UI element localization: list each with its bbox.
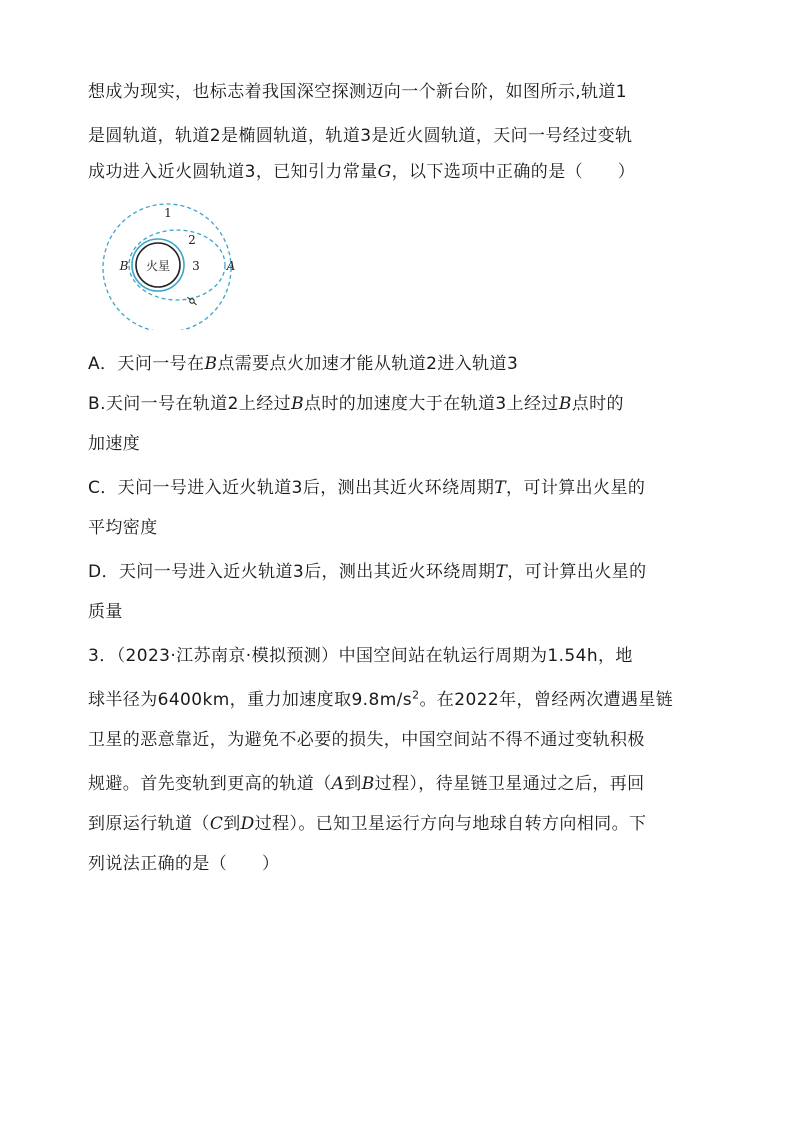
spacecraft-icon	[186, 295, 198, 306]
question-3-line-5	[88, 812, 708, 836]
var-T: T	[495, 562, 508, 582]
label-orbit-2: 2	[188, 233, 196, 247]
superscript: 2	[412, 688, 420, 702]
label-point-A: A	[226, 259, 236, 273]
option-text: 点需要点火加速才能从轨道2进入轨道3	[217, 354, 519, 374]
option-text: ，可计算出火星的	[507, 562, 647, 582]
option-b-line-2: 加速度	[88, 434, 141, 454]
option-text: B.天问一号在轨道2上经过	[88, 394, 292, 414]
var-A: A	[331, 774, 345, 794]
option-a	[88, 352, 708, 376]
question-3-line-2	[88, 688, 708, 712]
var-B: B	[558, 394, 572, 414]
var-D: D	[240, 814, 255, 834]
orbit-diagram-svg	[88, 200, 248, 330]
question-3-line-6: 列说法正确的是（ ）	[88, 854, 280, 874]
option-c	[88, 476, 708, 500]
question-3-line-3: 卫星的恶意靠近，为避免不必要的损失，中国空间站不得不通过变轨积极	[88, 730, 645, 750]
var-G: G	[377, 162, 392, 182]
q3-text: 到	[344, 774, 362, 794]
var-C: C	[209, 814, 224, 834]
intro-line-1: 想成为现实，也标志着我国深空探测迈向一个新台阶，如图所示,轨道1	[88, 82, 628, 102]
option-text: 点时的加速度大于在轨道3上经过	[304, 394, 559, 414]
orbit-diagram	[88, 200, 248, 330]
var-B: B	[361, 774, 375, 794]
intro-line-3	[88, 160, 708, 184]
option-text: C．天问一号进入近火轨道3后，测出其近火环绕周期	[88, 478, 495, 498]
intro-text: ，以下选项中正确的是（ ）	[391, 162, 636, 182]
label-orbit-1: 1	[164, 206, 172, 220]
q3-text: 到	[223, 814, 241, 834]
option-text: ，可计算出火星的	[506, 478, 646, 498]
q3-text: 规避。首先变轨到更高的轨道（	[88, 774, 332, 794]
q3-text: 球半径为6400km，重力加速度取9.8m/s	[88, 690, 413, 710]
intro-line-2: 是圆轨道，轨道2是椭圆轨道，轨道3是近火圆轨道，天问一号经过变轨	[88, 126, 633, 146]
var-T: T	[494, 478, 507, 498]
question-3-line-1: 3．（2023·江苏南京·模拟预测）中国空间站在轨运行周期为1.54h，地	[88, 646, 633, 666]
q3-text: 过程）。已知卫星运行方向与地球自转方向相同。下	[254, 814, 647, 834]
var-B: B	[204, 354, 218, 374]
option-text: A．天问一号在	[88, 354, 205, 374]
option-b	[88, 392, 708, 416]
label-point-B: B	[119, 259, 129, 273]
option-d	[88, 560, 708, 584]
q3-text: 过程），待星链卫星通过之后，再回	[374, 774, 645, 794]
q3-text: 。在2022年，曾经两次遭遇星链	[419, 690, 674, 710]
option-c-line-2: 平均密度	[88, 518, 158, 538]
option-text: 点时的	[571, 394, 624, 414]
label-mars: 火星	[145, 259, 171, 273]
option-d-line-2: 质量	[88, 602, 123, 622]
intro-text: 成功进入近火圆轨道3，已知引力常量	[88, 162, 378, 182]
option-text: D．天问一号进入近火轨道3后，测出其近火环绕周期	[88, 562, 496, 582]
q3-text: 到原运行轨道（	[88, 814, 210, 834]
question-3-line-4	[88, 772, 708, 796]
var-B: B	[291, 394, 304, 414]
label-orbit-3: 3	[192, 259, 200, 273]
